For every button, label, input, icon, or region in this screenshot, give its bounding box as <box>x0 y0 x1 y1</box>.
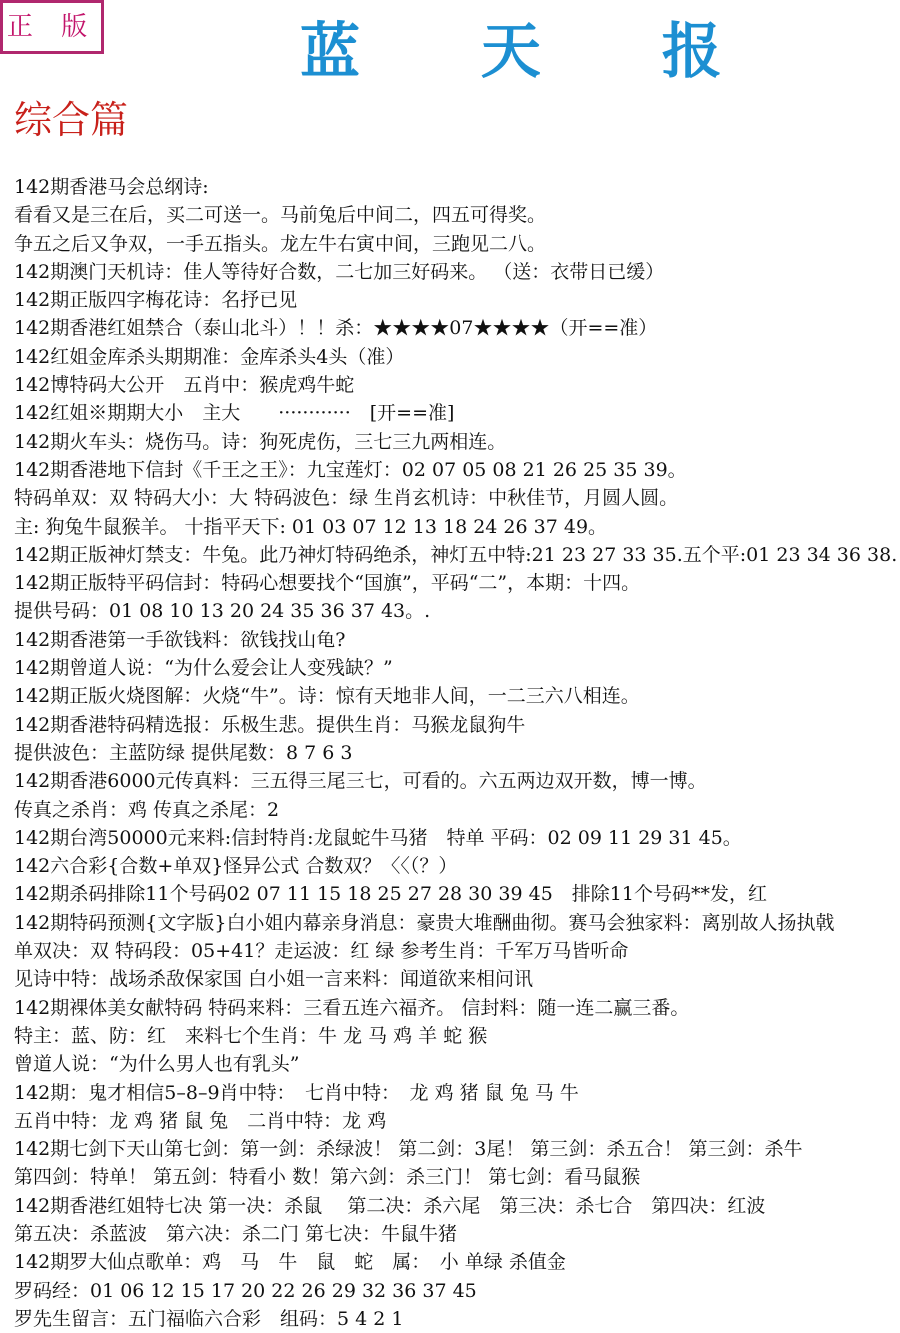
text-line: 142期香港地下信封《千王之王》：九宝莲灯：02 07 05 08 21 26 25 35 39。 <box>14 458 687 481</box>
text-line: 142期特码预测{文字版}白小姐内幕亲身消息：豪贵大堆酬曲彻。赛马会独家料：离别故人扬执戟 <box>14 911 835 934</box>
text-line: 见诗中特：战场杀敌保家国 白小姐一言来料：闻道欲来相问讯 <box>14 968 534 991</box>
text-line: 142期裸体美女献特码 特码来料：三看五连六福齐。 信封料：随一连二赢三番。 <box>14 996 690 1019</box>
text-line: 142期七剑下天山第七剑：第一剑：杀绿波！ 第二剑：3尾！ 第三剑：杀五合！ 第三剑：杀牛 <box>14 1138 803 1161</box>
text-line: 142期正版四字梅花诗：名抒已见 <box>14 289 298 312</box>
text-line: 第四剑：特单！ 第五剑：特看小 数！第六剑：杀三门！ 第七剑：看马鼠猴 <box>14 1166 641 1189</box>
text-line: 142期正版火烧图解：火烧“牛”。诗：惊有天地非人间，一二三六八相连。 <box>14 685 640 708</box>
text-line: 142期正版神灯禁支：牛兔。此乃神灯特码绝杀，神灯五中特:21 23 27 33 35.五个平:01 23 34 36 38. <box>14 543 898 566</box>
text-line: 罗码经：01 06 12 15 17 20 22 26 29 32 36 37 45 <box>14 1279 477 1302</box>
text-line: 142期香港特码精选报：乐极生悲。提供生肖：马猴龙鼠狗牛 <box>14 713 526 736</box>
section-title: 综合篇 <box>14 98 129 142</box>
text-line: 罗先生留言：五门福临六合彩 组码：5 4 2 1 <box>14 1307 404 1330</box>
text-line: 142期正版特平码信封：特码心想要找个“国旗”，平码“二”，本期：十四。 <box>14 572 641 595</box>
text-line: 142期香港6000元传真料：三五得三尾三七，可看的。六五两边双开数，博一博。 <box>14 770 707 793</box>
text-line: 提供号码：01 08 10 13 20 24 35 36 37 43。. <box>14 600 431 623</box>
page-title: 蓝 天 报 <box>300 17 772 87</box>
text-line: 单双决：双 特码段：05+41？走运波：红 绿 参考生肖：千军万马皆听命 <box>14 940 629 963</box>
text-line: 142期杀码排除11个号码02 07 11 15 18 25 27 28 30 39 45 排除11个号码**发，红 <box>14 883 767 906</box>
text-line: 142博特码大公开 五肖中：猴虎鸡牛蛇 <box>14 374 355 397</box>
edition-badge: 正 版 <box>0 0 104 54</box>
text-line: 提供波色：主蓝防绿 提供尾数：8 7 6 3 <box>14 741 353 764</box>
text-line: 曾道人说：“为什么男人也有乳头” <box>14 1053 300 1076</box>
text-line: 142期火车头：烧伤马。诗：狗死虎伤，三七三九两相连。 <box>14 430 507 453</box>
text-line: 主: 狗兔牛鼠猴羊。 十指平天下: 01 03 07 12 13 18 24 26 37 49。 <box>14 515 608 538</box>
text-line: 第五决：杀蓝波 第六决：杀二门 第七决：牛鼠牛猪 <box>14 1222 458 1245</box>
text-line: 142红姐※期期大小 主大 ············ [开==准] <box>14 402 455 425</box>
content-lines <box>14 173 900 1333</box>
text-line: 特码单双：双 特码大小：大 特码波色：绿 生肖玄机诗：中秋佳节，月圆人圆。 <box>14 487 679 510</box>
text-line: 142期罗大仙点歌单：鸡 马 牛 鼠 蛇 属： 小 单绿 杀值金 <box>14 1251 566 1274</box>
text-line: 142期澳门天机诗：佳人等待好合数，二七加三好码来。 （送：衣带日已缓） <box>14 260 665 283</box>
text-line: 传真之杀肖：鸡 传真之杀尾：2 <box>14 798 280 821</box>
text-line: 142期香港第一手欲钱料：欲钱找山龟? <box>14 628 346 651</box>
text-line: 142红姐金库杀头期期准：金库杀头4头（准） <box>14 345 405 368</box>
text-line: 142期台湾50000元来料:信封特肖:龙鼠蛇牛马猪 特单 平码：02 09 11 29 31 45。 <box>14 826 742 849</box>
text-line: 五肖中特：龙 鸡 猪 鼠 兔 二肖中特：龙 鸡 <box>14 1109 387 1132</box>
text-line: 争五之后又争双，一手五指头。龙左牛右寅中间，三跑见二八。 <box>14 232 547 255</box>
text-line: 142六合彩{合数+单双}怪异公式 合数双？〈〈（？） <box>14 855 458 878</box>
text-line: 看看又是三在后，买二可送一。马前兔后中间二，四五可得奖。 <box>14 204 547 227</box>
text-line: 142期香港红姐特七决 第一决：杀鼠 第二决：杀六尾 第三决：杀七合 第四决：红波 <box>14 1194 766 1217</box>
text-line: 142期香港马会总纲诗: <box>14 176 209 198</box>
text-line: 142期曾道人说：“为什么爱会让人变残缺？” <box>14 657 393 680</box>
text-line: 142期：鬼才相信5–8–9肖中特： 七肖中特： 龙 鸡 猪 鼠 兔 马 牛 <box>14 1081 579 1104</box>
text-line: 142期香港红姐禁合（泰山北斗）！！杀：★★★★07★★★★（开==准） <box>14 317 658 340</box>
text-line: 特主：蓝、防：红 来料七个生肖：牛 龙 马 鸡 羊 蛇 猴 <box>14 1024 488 1047</box>
